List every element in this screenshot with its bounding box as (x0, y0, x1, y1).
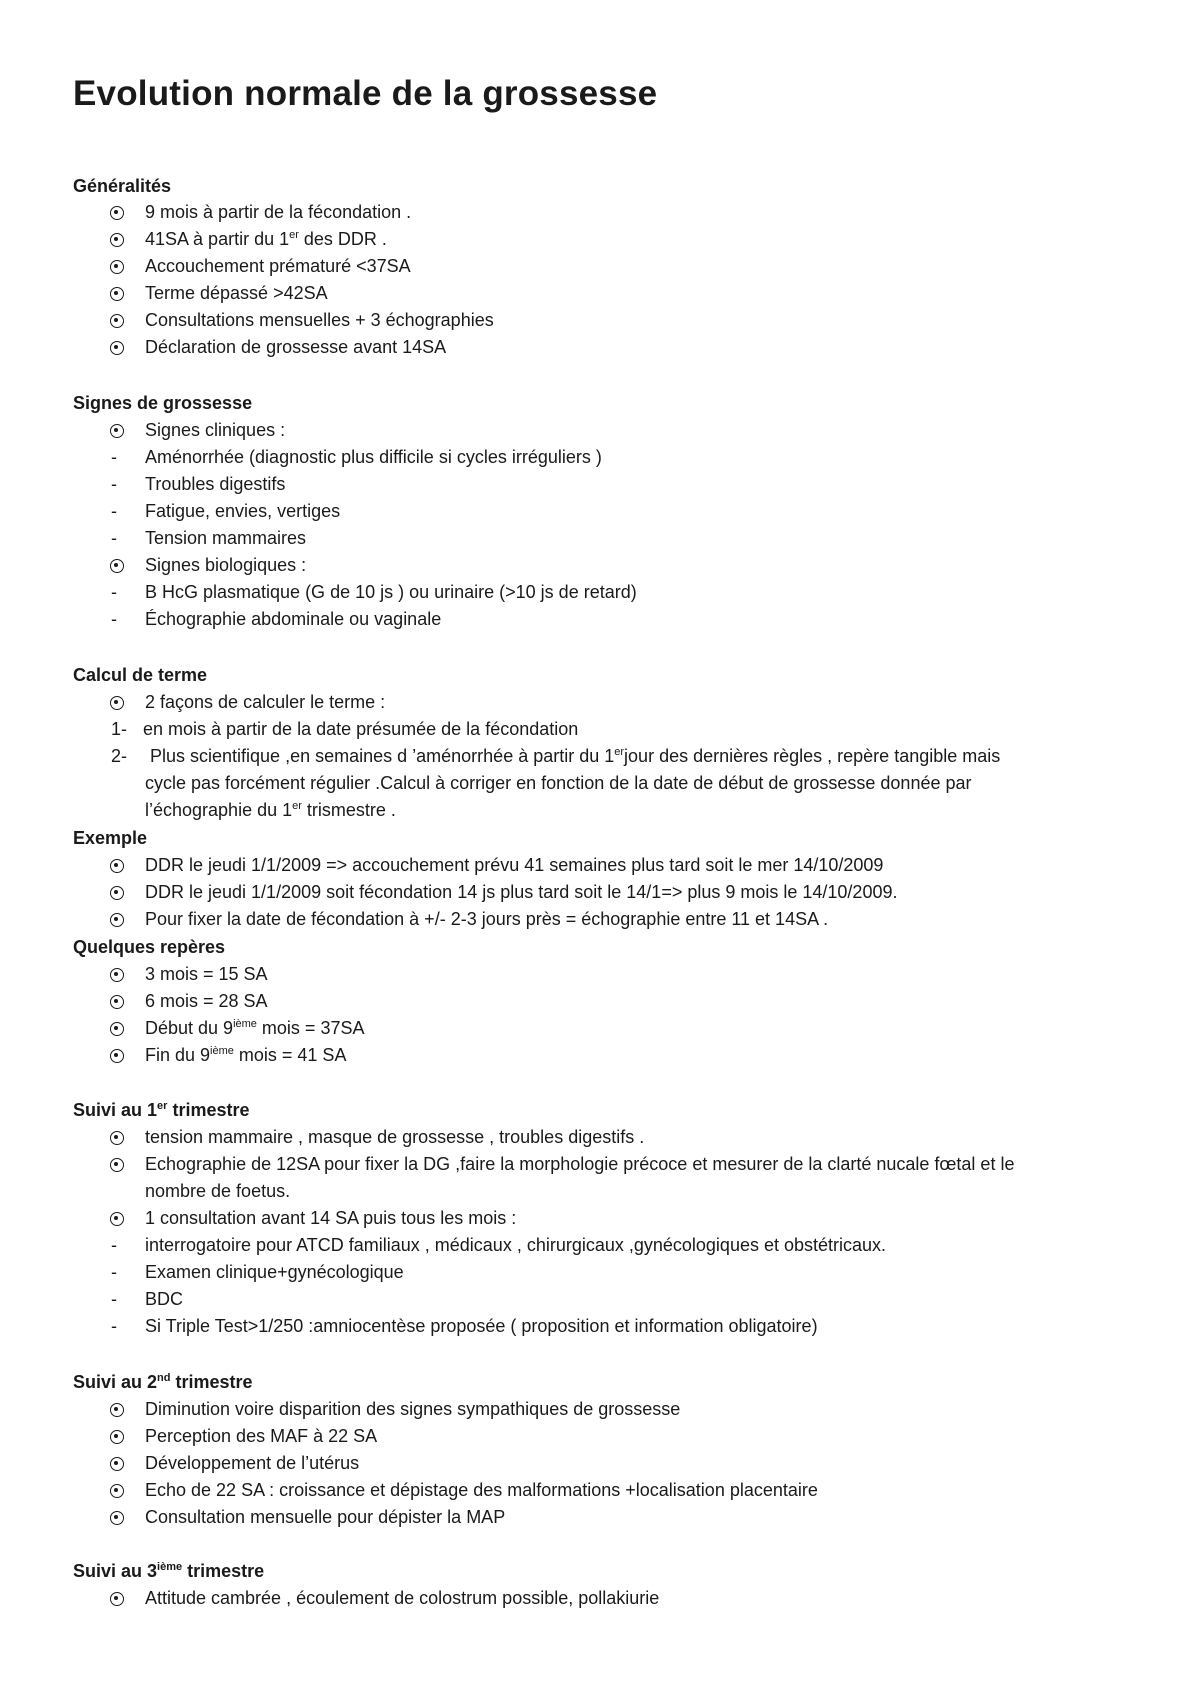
bullet-icon (110, 206, 124, 220)
heading-suivi-t2-pre: Suivi au 2 (73, 1372, 158, 1392)
list-item: Echographie de 12SA pour fixer la DG ,faire la morphologie précoce et mesurer de la clarté nucale fœtal et le (145, 1154, 1015, 1174)
list-item-text: Fin du 9 (145, 1045, 211, 1065)
calcul-option-2-line-3 (145, 800, 396, 821)
bullet-icon (110, 1457, 124, 1471)
bullet-icon (110, 341, 124, 355)
list-item (145, 1018, 364, 1039)
list-item: Pour fixer la date de fécondation à +/- 2-3 jours près = échographie entre 11 et 14SA . (145, 909, 829, 929)
number-marker: 2- (111, 746, 128, 766)
list-item: Examen clinique+gynécologique (145, 1262, 404, 1282)
calcul-option-2 (150, 746, 1000, 767)
heading-generalites: Généralités (73, 176, 172, 196)
list-item: Développement de l’utérus (145, 1453, 360, 1473)
bullet-icon (110, 1158, 124, 1172)
list-item: 3 mois = 15 SA (145, 964, 268, 984)
list-item-text-end: des DDR . (298, 229, 387, 249)
list-item: Consultations mensuelles + 3 échographies (145, 310, 494, 330)
dash-marker: - (111, 501, 117, 521)
list-item: DDR le jeudi 1/1/2009 => accouchement prévu 41 semaines plus tard soit le mer 14/10/2009 (145, 855, 884, 875)
calcul-option-2-line-3-text-end: trismestre . (301, 800, 396, 820)
heading-exemple: Exemple (73, 828, 148, 848)
heading-suivi-t3-pre: Suivi au 3 (73, 1561, 158, 1581)
subheading-biologiques: Signes biologiques : (145, 555, 307, 575)
bullet-icon (110, 886, 124, 900)
list-item-superscript: ième (210, 1045, 234, 1057)
bullet-icon (110, 1484, 124, 1498)
list-item-superscript: er (289, 229, 299, 241)
list-item: BDC (145, 1289, 184, 1309)
calcul-intro: 2 façons de calculer le terme : (145, 692, 386, 712)
heading-suivi-t2-sup: nd (157, 1372, 171, 1384)
list-item-continued: nombre de foetus. (145, 1181, 291, 1201)
dash-marker: - (111, 1262, 117, 1282)
heading-suivi-t3-sup: ième (157, 1561, 183, 1573)
list-item: Diminution voire disparition des signes sympathiques de grossesse (145, 1399, 681, 1419)
list-item: Aménorrhée (diagnostic plus difficile si cycles irréguliers ) (145, 447, 602, 467)
list-item: interrogatoire pour ATCD familiaux , médicaux , chirurgicaux ,gynécologiques et obstétricaux. (145, 1235, 887, 1255)
heading-suivi-t1-sup: er (157, 1100, 168, 1112)
list-item: Accouchement prématuré <37SA (145, 256, 411, 276)
bullet-icon (110, 1049, 124, 1063)
bullet-icon (110, 1212, 124, 1226)
heading-suivi-t1-post: trimestre (167, 1100, 250, 1120)
calcul-option-2-line-2: cycle pas forcément régulier .Calcul à corriger en fonction de la date de début de grossesse donnée par (145, 773, 972, 793)
dash-marker: - (111, 609, 117, 629)
list-item (145, 1045, 346, 1066)
number-marker: 1- (111, 719, 128, 739)
list-item: Troubles digestifs (145, 474, 286, 494)
bullet-icon (110, 559, 124, 573)
list-item: B HcG plasmatique (G de 10 js ) ou urinaire (>10 js de retard) (145, 582, 637, 602)
list-item (145, 229, 387, 250)
list-item: Échographie abdominale ou vaginale (145, 609, 442, 629)
list-item: tension mammaire , masque de grossesse , troubles digestifs . (145, 1127, 645, 1147)
heading-suivi-t3 (73, 1561, 264, 1582)
heading-calcul: Calcul de terme (73, 665, 208, 685)
calcul-option-2-text: Plus scientifique ,en semaines d ’aménorrhée à partir du 1 (150, 746, 615, 766)
heading-suivi-t2-post: trimestre (170, 1372, 253, 1392)
bullet-icon (110, 260, 124, 274)
bullet-icon (110, 995, 124, 1009)
list-item: Consultation mensuelle pour dépister la MAP (145, 1507, 506, 1527)
calcul-option-2-text-end: jour des dernières règles , repère tangible mais (624, 746, 1001, 766)
dash-marker: - (111, 1235, 117, 1255)
list-item: Echo de 22 SA : croissance et dépistage des malformations +localisation placentaire (145, 1480, 818, 1500)
heading-suivi-t3-post: trimestre (182, 1561, 265, 1581)
page-title: Evolution normale de la grossesse (73, 74, 658, 113)
bullet-icon (110, 1511, 124, 1525)
calcul-option-2-line-3-superscript: er (292, 800, 302, 812)
dash-marker: - (111, 1289, 117, 1309)
calcul-option-1: en mois à partir de la date présumée de la fécondation (143, 719, 579, 739)
subheading-cliniques: Signes cliniques : (145, 420, 286, 440)
dash-marker: - (111, 474, 117, 494)
dash-marker: - (111, 528, 117, 548)
list-item: Fatigue, envies, vertiges (145, 501, 341, 521)
bullet-icon (110, 287, 124, 301)
heading-suivi-t2 (73, 1372, 253, 1393)
list-item-superscript: ième (233, 1018, 257, 1030)
bullet-icon (110, 314, 124, 328)
list-item-text: Début du 9 (145, 1018, 234, 1038)
bullet-icon (110, 1403, 124, 1417)
bullet-icon (110, 859, 124, 873)
list-item: DDR le jeudi 1/1/2009 soit fécondation 14 js plus tard soit le 14/1=> plus 9 mois le 14/10/2009. (145, 882, 898, 902)
heading-reperes: Quelques repères (73, 937, 226, 957)
bullet-icon (110, 1131, 124, 1145)
bullet-icon (110, 424, 124, 438)
bullet-icon (110, 1592, 124, 1606)
list-item-text: 41SA à partir du 1 (145, 229, 290, 249)
list-item: 1 consultation avant 14 SA puis tous les mois : (145, 1208, 517, 1228)
bullet-icon (110, 233, 124, 247)
list-item: 9 mois à partir de la fécondation . (145, 202, 412, 222)
dash-marker: - (111, 1316, 117, 1336)
heading-signes: Signes de grossesse (73, 393, 253, 413)
heading-suivi-t1 (73, 1100, 250, 1121)
list-item: Terme dépassé >42SA (145, 283, 328, 303)
bullet-icon (110, 913, 124, 927)
dash-marker: - (111, 582, 117, 602)
calcul-option-2-superscript: er (614, 746, 625, 758)
list-item: Tension mammaires (145, 528, 307, 548)
list-item: Attitude cambrée , écoulement de colostrum possible, pollakiurie (145, 1588, 660, 1608)
list-item: Si Triple Test>1/250 :amniocentèse proposée ( proposition et information obligatoire) (145, 1316, 818, 1336)
bullet-icon (110, 968, 124, 982)
dash-marker: - (111, 447, 117, 467)
calcul-option-2-line-3-text: l’échographie du 1 (145, 800, 293, 820)
list-item-text-end: mois = 41 SA (233, 1045, 347, 1065)
list-item-text-end: mois = 37SA (256, 1018, 365, 1038)
bullet-icon (110, 1430, 124, 1444)
bullet-icon (110, 1022, 124, 1036)
heading-suivi-t1-pre: Suivi au 1 (73, 1100, 158, 1120)
list-item: Déclaration de grossesse avant 14SA (145, 337, 447, 357)
list-item: 6 mois = 28 SA (145, 991, 268, 1011)
list-item: Perception des MAF à 22 SA (145, 1426, 378, 1446)
bullet-icon (110, 696, 124, 710)
